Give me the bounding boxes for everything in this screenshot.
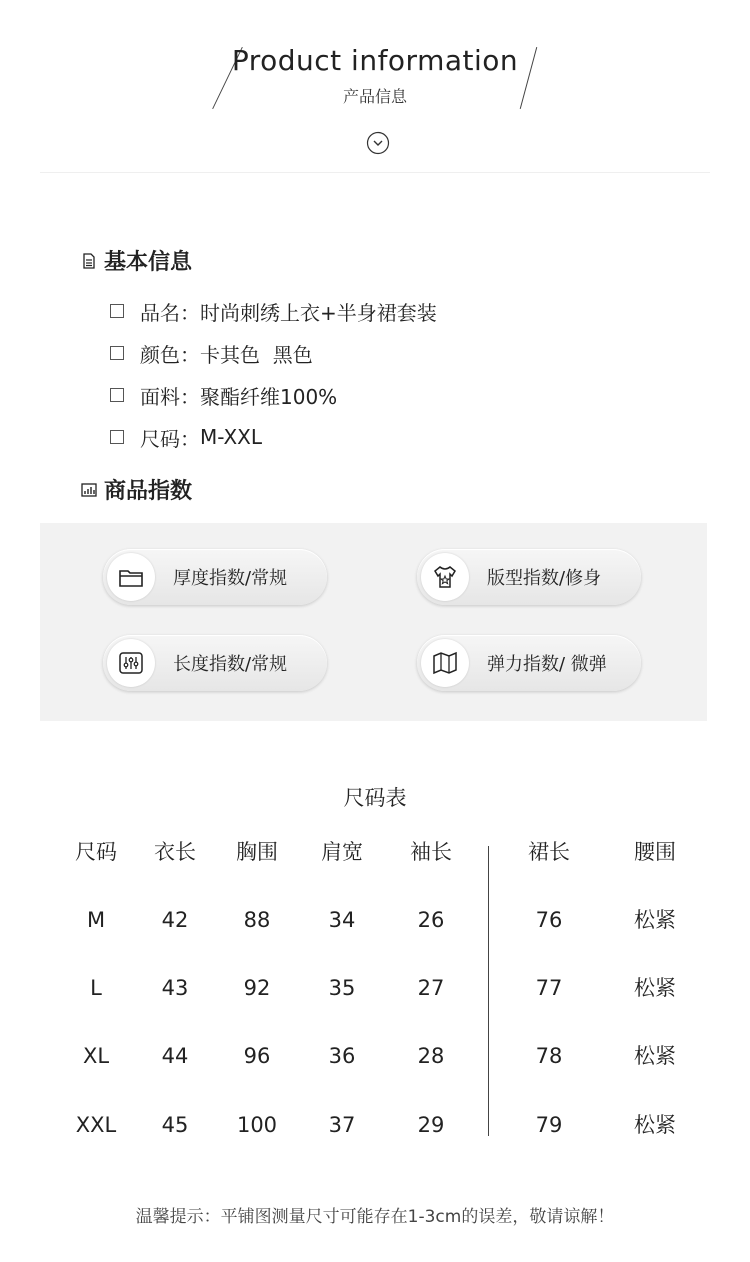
- table-header-cell: 腰围: [634, 840, 676, 864]
- info-item: 面料 ： 聚酯纤维100%: [110, 374, 437, 416]
- folder-icon: [116, 562, 146, 592]
- table-cell: 松紧: [634, 908, 676, 932]
- table-cell: 43: [161, 976, 189, 1000]
- table-cell: 37: [328, 1113, 356, 1137]
- basic-info-title: 基本信息: [104, 250, 193, 275]
- table-cell: 松紧: [634, 976, 676, 1000]
- table-row: [0, 1105, 750, 1145]
- info-label: 尺码: [140, 426, 180, 451]
- table-divider: [488, 846, 489, 1136]
- info-value: M-XXL: [200, 425, 263, 449]
- checkbox-icon: [110, 304, 124, 318]
- table-cell: 78: [535, 1044, 563, 1068]
- table-cell: 92: [243, 976, 271, 1000]
- table-cell: L: [90, 976, 102, 1000]
- info-label: 颜色: [140, 342, 180, 367]
- chevron-down-circle-icon[interactable]: [366, 131, 390, 155]
- index-text: 厚度指数/常规: [173, 568, 288, 589]
- table-cell: 27: [417, 976, 445, 1000]
- measurement-note: 温馨提示：平铺图测量尺寸可能存在1-3cm的误差，敬请谅解！: [135, 1207, 615, 1227]
- table-header-row: [0, 832, 750, 872]
- table-cell: 88: [243, 908, 271, 932]
- table-header-cell: 衣长: [154, 840, 196, 864]
- tshirt-icon: [430, 562, 460, 592]
- table-cell: 29: [417, 1113, 445, 1137]
- title-chinese: 产品信息: [342, 87, 407, 106]
- table-header-cell: 胸围: [236, 840, 278, 864]
- sliders-icon: [116, 648, 146, 678]
- document-icon: [80, 252, 98, 270]
- table-cell: XXL: [75, 1113, 117, 1137]
- table-cell: 34: [328, 908, 356, 932]
- table-cell: 松紧: [634, 1044, 676, 1068]
- index-text: 长度指数/常规: [173, 654, 288, 675]
- table-row: [0, 968, 750, 1008]
- size-table-title: 尺码表: [343, 786, 407, 810]
- index-pill-length: [103, 635, 327, 691]
- title-english: Product information: [231, 44, 519, 77]
- table-cell: 26: [417, 908, 445, 932]
- table-header-cell: 肩宽: [321, 840, 363, 864]
- table-cell: 76: [535, 908, 563, 932]
- index-title: 商品指数: [104, 479, 193, 504]
- table-cell: 36: [328, 1044, 356, 1068]
- chart-icon: [80, 481, 98, 499]
- table-cell: 松紧: [634, 1113, 676, 1137]
- checkbox-icon: [110, 388, 124, 402]
- map-icon: [430, 648, 460, 678]
- index-heading: [80, 474, 192, 505]
- table-cell: 44: [161, 1044, 189, 1068]
- table-cell: 45: [161, 1113, 189, 1137]
- info-label: 品名: [140, 300, 180, 325]
- info-label: 面料: [140, 384, 180, 409]
- index-pill-fit: [417, 549, 641, 605]
- table-cell: 28: [417, 1044, 445, 1068]
- table-cell: 100: [236, 1113, 278, 1137]
- basic-info-heading: [80, 245, 192, 276]
- table-cell: 35: [328, 976, 356, 1000]
- table-row: [0, 900, 750, 940]
- table-cell: 79: [535, 1113, 563, 1137]
- table-cell: 42: [161, 908, 189, 932]
- table-cell: XL: [82, 1044, 110, 1068]
- index-panel: [40, 523, 707, 721]
- info-value: 聚酯纤维100%: [200, 384, 338, 409]
- index-pill-elasticity: [417, 635, 641, 691]
- table-cell: 96: [243, 1044, 271, 1068]
- index-text: 弹力指数/ 微弹: [487, 654, 607, 675]
- info-item: 品名 ： 时尚刺绣上衣+半身裙套装: [110, 290, 437, 332]
- table-header-cell: 尺码: [75, 840, 117, 864]
- basic-info-list: [110, 290, 437, 458]
- table-header-cell: 袖长: [410, 840, 452, 864]
- index-pill-thickness: [103, 549, 327, 605]
- table-cell: 77: [535, 976, 563, 1000]
- table-header-cell: 裙长: [528, 840, 570, 864]
- header-divider: [40, 172, 710, 173]
- checkbox-icon: [110, 430, 124, 444]
- table-cell: M: [86, 908, 106, 932]
- checkbox-icon: [110, 346, 124, 360]
- info-value: 时尚刺绣上衣+半身裙套装: [200, 300, 437, 325]
- table-row: [0, 1036, 750, 1076]
- info-item: 尺码 ： M-XXL: [110, 416, 437, 458]
- info-item: 颜色 ： 卡其色 黑色: [110, 332, 437, 374]
- index-text: 版型指数/修身: [487, 568, 602, 589]
- info-value: 卡其色 黑色: [200, 342, 313, 367]
